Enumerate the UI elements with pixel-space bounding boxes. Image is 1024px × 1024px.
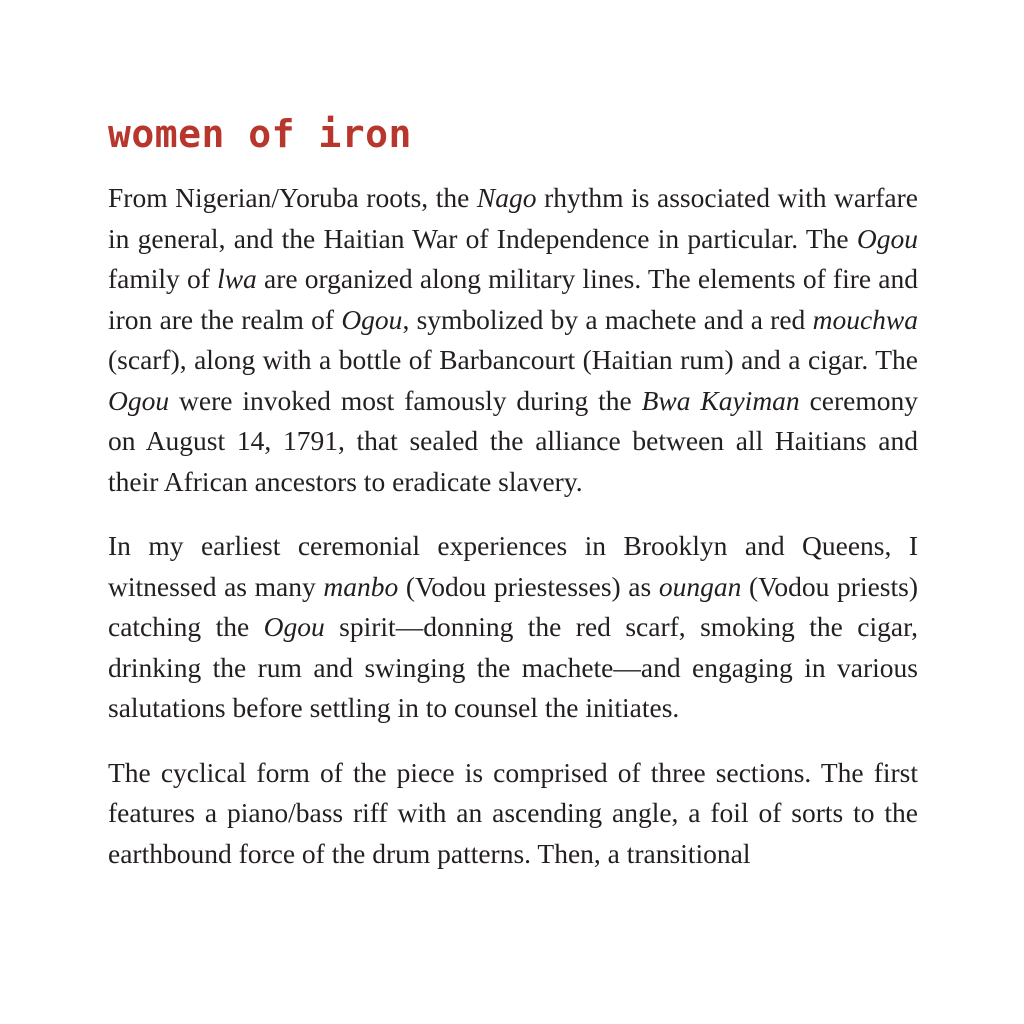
- paragraph-nago-rhythm: From Nigerian/Yoruba roots, the Nago rhythm is associated with warfare in general, and the Haitian War of Independence in particular. The Ogou family of lwa are organized along military lines. The elements of fire and iron are the realm of Ogou, symbolized by a machete and a red mouchwa (scarf), along with a bottle of Barbancourt (Haitian rum) and a cigar. The Ogou were invoked most famously during the Bwa Kayiman ceremony on August 14, 1791, that sealed the alliance between all Haitians and their African ancestors to eradicate slavery.: [108, 182, 918, 497]
- italic-term: manbo: [323, 570, 399, 602]
- italic-term: Ogou: [341, 303, 403, 335]
- paragraph-cyclical-form: The cyclical form of the piece is comprised of three sections. The first features a piano/bass riff with an ascending angle, a foil of sorts to the earthbound force of the drum patterns. Then, a transitional: [108, 756, 918, 869]
- italic-term: mouchwa: [812, 303, 918, 335]
- page-content: [108, 110, 918, 898]
- paragraph-ceremonial-experiences: In my earliest ceremonial experiences in Brooklyn and Queens, I witnessed as many manbo (Vodou priestesses) as oungan (Vodou priests) catching the Ogou spirit—donning the red scarf, smoking the cigar, drinking the rum and swinging the machete—and engaging in various salutations before settling in to counsel the initiates.: [108, 530, 918, 723]
- italic-term: oungan: [658, 570, 742, 602]
- section-heading: women of iron: [108, 112, 412, 156]
- italic-term: Bwa Kayiman: [641, 384, 800, 416]
- italic-term: Ogou: [263, 611, 325, 642]
- italic-term: Ogou: [856, 222, 918, 254]
- italic-term: Nago: [476, 182, 537, 213]
- italic-term: Ogou: [108, 384, 170, 416]
- italic-term: lwa: [217, 263, 257, 294]
